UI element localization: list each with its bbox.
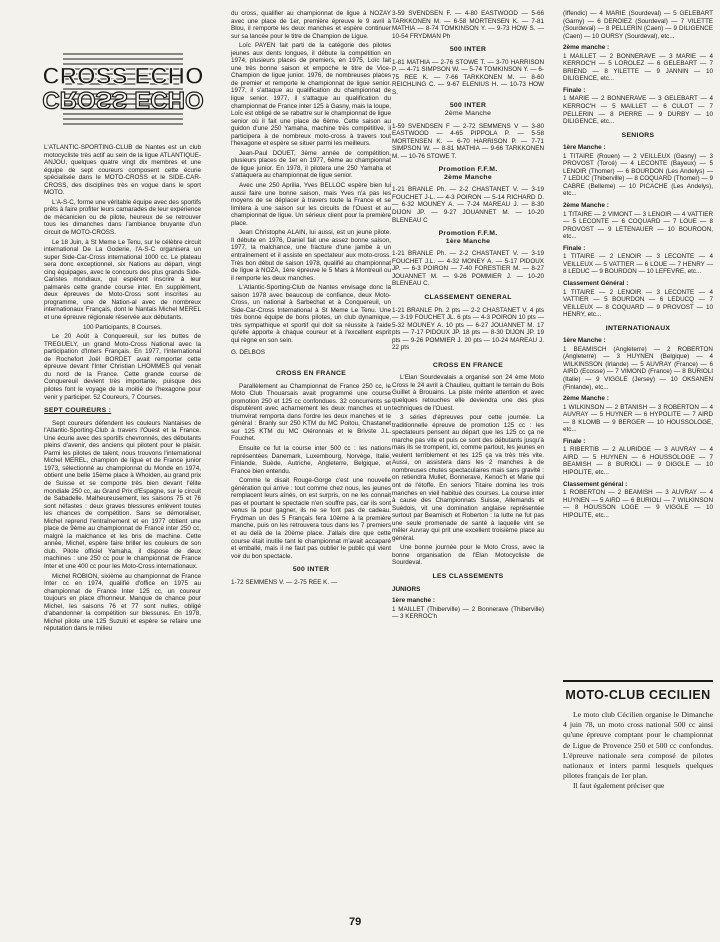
results-text: 3-59 SVENDSEN F. — 4-80 EASTWOOD — 5-66 TARKKONEN M. — 6-58 MORTENSEN K. — 7-81 MATHIA — 8-74 TOMKINSON Y. — 9-73 HOW S. — 10-54 FRYDMAN Ph bbox=[392, 10, 544, 40]
results-text: 1 TITAIRE — 2 VIMONT — 3 LENOIR — 4 VATTIER — 5 LECONTE — 6 COQUARD — 7 LOUE — 8 PROVOST — 9 LETENAUER — 10 BOUROON, etc... bbox=[563, 210, 713, 241]
results-text: 1 MARIE — 2 BONNERAVE — 3 GELEBART — 4 KERROC'H — 5 MAILLET — 6 CULOT — 7 PELLERIN — 8 PIERRE — 9 DURBY — 10 DILIGENCE, etc... bbox=[563, 95, 713, 126]
results-subheading: 2ème Manche bbox=[444, 110, 492, 118]
column-1 bbox=[41, 10, 204, 915]
results-text: 1-21 BRANLE Ph. — 2-2 CHASTANET V. — 3-19 FOUCHET J.L. — 4-32 MONEY A. — 5-17 PIDOUX JP. — 6-3 POIRON — 7-40 FORESTIER M. — 8-27 JOUANNET M. — 9-26 POMMIER J. — 10-20 BLENEAU C. bbox=[392, 250, 544, 288]
article-paragraph: Sept coureurs défendent les couleurs Nantaises de l'Atlantic-Sporting-Club à travers l'Ouest et la France. Une écurie avec des sportifs chevronnés, des débutants pleins d'avenir, des anciens qui pilotent pour le plaisir. Parmi les pilotes de talent, nous trouvons l'international Michel MEREL, champion de ligue et de France junior 1973, sélectionné au championnat du Monde en 1974, obtient une belle 15ème place à Wholden, au grand prix de Suisse et se comporte très bien devant l'élite mondiale 250 cc, au Grand Prix d'Espagne, sur le circuit de Sabadelle. Malheureusement, les saisons 75 et 76 sont néfastes : deux graves blessures enlèvent toutes les chances de compétition. Sans se démoraliser, Michel reprend l'entraînement et en 1977 obtient une place de 9ème au championnat de France inter 250 cc, malgré la malchance et les bris de machine. Cette année, Michel, espère faire briller les couleurs de son club. Pilote officiel Yamaha, il dispose de deux machines : une 250 cc pour le championnat de France Inter et une 400 cc pour les Moto-Cross internationaux. bbox=[44, 419, 201, 570]
results-heading: Promotion F.F.M. bbox=[438, 166, 498, 174]
article-paragraph: Le moto club Cécilien organise le Dimanche 4 juin 78, un moto cross national 500 cc ainsi qu'une épreuve comptant pour le championnat de Ligue de Provence 250 et 500 cc confondus. L'épreuve nationale sera composé de pilotes nationaux et inters parmi lesquels quelques pilotes français de 1er plan. bbox=[563, 710, 713, 781]
results-heading: SENIORS bbox=[621, 131, 655, 139]
svg-text:CROSS ECHO: CROSS ECHO bbox=[41, 63, 204, 90]
results-text: 1 TITAIRE — 2 LENOIR — 3 LECONTE — 4 VATTIER — 5 BOURDON — 6 LEDUCQ — 7 VEILLEUX — 8 COQUARD — 9 PROVOST — 10 HENRY, etc... bbox=[563, 288, 713, 319]
article-paragraph: Loïc PAYEN fait parti de la catégorie des pilotes jeunes aux dents longues, il débute la compétition en 1974, plusieurs places de premiers, en 1975, Loïc fait une très bonne saison et empoche le titre de Vice-Champion de ligue junior. 1976, de nombreuses places de premier et remporte le championnat de ligue senior. 1977, il s'attaque au qualification du championnat de ligue senior. 1977, il s'attaque au qualification du championnat de France inter 125 à Gasny, mais la loupe, Loïc est obligé de se rabattre sur le championnat de ligue senior où il fait une place de 6ème. Cette saison au guidon d'une 250 Yamaha, machine très compétitive, il participera à de nombreux moto-cross à travers tout l'hexagone et espère se situer parmi les meilleurs. bbox=[231, 42, 391, 148]
column-2 bbox=[231, 10, 391, 915]
results-text: 1-21 BRANLE Ph. 2 pts — 2-2 CHASTANET V. 4 pts — 3-19 FOUCHET JL. 6 pts — 4-3 POIRON 10 pts — 5-32 MOUNEY A. 10 pts — 6-27 JOUANNET M. 17 pts — 7-17 PIDOUX JP. 18 pts — 8-30 DIJON JP. 19 pts — 9-26 POMMIER J. 20 pts — 10-24 MAREAU J. 22 pts bbox=[392, 306, 544, 352]
cross-echo-logo-graphic bbox=[41, 44, 204, 134]
results-heading: JUNIORS bbox=[392, 585, 421, 593]
section-heading: CROSS EN FRANCE bbox=[275, 370, 347, 378]
results-subheading: 2ème Manche : bbox=[563, 202, 609, 210]
results-text: 1-81 MATHIA — 2-76 STOWE T. — 3-70 HARRISON P. — 4-71 SIMPSON W. — 5-74 TOMKINSON Y. — 6-75 REE K. — 7-66 TARKKONEN M. — 8-60 REICHLING C. — 9-67 ELENIUS H. — 10-73 HOW S. bbox=[392, 58, 544, 96]
results-text: 1 MAILLET — 2 BONNERAVE — 3 MARIE — 4 KERROC'H — 5 LOROLEZ — 6 GELEBART — 7 BRIEND — 8 YILETTE — 9 JANNIN — 10 DILIGENCE, etc... bbox=[563, 52, 713, 83]
results-subheading: 1ère manche : bbox=[392, 597, 435, 605]
article-paragraph: Il faut également préciser que bbox=[573, 781, 665, 791]
article-paragraph: 100 Participants, 8 Courses. bbox=[82, 323, 163, 331]
page-number: 79 bbox=[349, 916, 362, 928]
article-paragraph: Parallèlement au Championnat de France 250 cc, le Moto Club Thouarsais avait programmé une course promotion 250 et 125 cc confondues. 32 concurrents se disputèrent avec acharnement les deux manches et un triumvirat remporta dans l'ordre les deux manches et le général : Branly sur 250 KTM du MC Poitou, Chastanet sur 125 KTM du MC Oléronnais et le Brivste J.L. Fouchet. bbox=[231, 382, 391, 443]
results-text: 1-72 SEMMENS V. — 2-75 REE K. — bbox=[231, 578, 338, 586]
article-paragraph: Jean-Paul DOUET, 3ème année de compétition, plusieurs places de 1er en 1977, 6ème au championnat de ligue junior. En 1978, il pilotera une 250 Yamaha et s'attaquera au championnat de ligue senior. bbox=[231, 149, 391, 180]
article-paragraph: Comme le disait Rouge-Gorge c'est une nouvelle génération qui arrive : tout comme chez nous, les jeunes remplacent leurs aînés, on est surpris, on ne les connait pas et pourtant le spectacle n'en souffre pas, car ils sont venus là pour gagner, ils ne se font pas de cadeau. Frydman un des 5 Français fera 10ème à la première manche, puis on les retrouvera tous dans les 7 premiers et au delà de la 20ème place. J'allais dire que cette course était inutile tant le championnat m'avait accaparé et emballé, mais il ne faut pas oublier le public qui vient voir du bon spectacle. bbox=[231, 477, 391, 560]
results-text: 1 BEAMISCH (Angleterre) — 2 ROBERTON (Angleterre) — 3 HUYNEN (Belgique) — 4 WILKINSSON (Irlande) — 5 AUVRAY (France) — 6 AIRD (Ecosse) — 7 VIMOND (France) — 8 BURIOLI (Italie) — 9 VIGGLE (Jersey) — 10 OKSANEN (Finlande), etc... bbox=[563, 345, 713, 391]
results-subheading: 1ère Manche : bbox=[563, 337, 606, 345]
results-heading: 500 INTER bbox=[449, 46, 487, 54]
results-subheading: 1ère Manche : bbox=[563, 144, 606, 152]
results-text: 1 RIBERTIB — 2 ALURIDGE — 3 AUVRAY — 4 AIRD — 5 HUYNEN — 6 HOUSSOLOGE — 7 BEAMISH — 8 BURIOLI — 9 DIGGLE — 10 HIPOLITE, etc... bbox=[563, 446, 713, 476]
moto-club-article bbox=[563, 680, 713, 918]
results-text: 1 ROBERTON — 2 BEAMISH — 3 AUVRAY — 4 HUYNEN — 5 AIRD — 6 BURIOLI — 7 WILKINSON — 8 HOUSSON LOGE — 9 VIGGLE — 10 HIPOLITE, etc... bbox=[563, 489, 713, 519]
article-paragraph: Une bonne journée pour le Moto Cross, avec la bonne organisation de l'Elan Motocycliste de Sourdeval. bbox=[392, 544, 544, 567]
results-subheading: Finale : bbox=[563, 86, 586, 94]
article-title: MOTO-CLUB CECILIEN bbox=[565, 688, 711, 702]
article-paragraph: L'Elan Sourdevalais a organisé son 24 ème Moto Cross le 24 avril à Chaulieu, quittant le terrain du Bois Guillet à Brouains. La piste mérite attention et avec quelques retouches elle deviendra une des plus techniques de l'Ouest. bbox=[392, 374, 544, 412]
results-heading: INTERNATIONAUX bbox=[605, 324, 671, 332]
results-subheading: Classement général : bbox=[563, 480, 628, 488]
article-paragraph: Jean Christophe ALAIN, lui aussi, est un jeune pilote. Il débute en 1976, Daniel fait une assez bonne saison, 1977, la malchance, une fracture d'une jambe à un entraînement et il assiste en spectateur aux moto-cross. Très bon début de saison 1978, qualifié au championnat de ligue à NOZA, 1ère épreuve le 5 Mars à Montreuil ou il remporte les deux manches. bbox=[231, 229, 391, 282]
author-signature: G. DELBOS bbox=[231, 348, 265, 356]
article-paragraph: Michel ROBION, sixième au championnat de France Inter cc en 1974, qualifié d'office en 1975 au championnat de France Inter 125 cc, un coureur toujours en place d'honneur. Manque de chance pour Michel, les saisons 76 et 77 sont nulles, obligé d'abandonner la compétition sur blessures. En 1978, Michel pilote une 125 Suzuki et espère se refaire une réputation dans le milieu bbox=[44, 572, 201, 633]
article-paragraph: Le 20 Août à Conquereuil, sur les buttes de TREGUELY, un grand Moto-Cross National avec la participation d'Inters Français. En 1977, l'international de Rochefort Joël BORDET avait remporter cette épreuve devant l'Inter Christian LHOMMES qui venait du nord de la France. Cette grande course de Conquereuil devient très importante, puisque des pilotes font le voyage de la moitié de l'hexagone pour venir y participer. 52 Coureurs, 7 Courses. bbox=[44, 333, 201, 401]
article-paragraph: L'Atlantic-Sporting-Club de Nantes envisage donc la saison 1978 avec beaucoup de confiance, deux Moto-Cross, un national à Sarbechat et à Conquereuil, un Side-Car-Cross International à St Meme Le Tenu. Une très bonne équipe de bons pilotes, un club dynamique, très sympathique et sportif qui doit sa réussite à l'aide qu'elle apporte à chaque coureur et à l'excellent esprit qui règne en son sein. bbox=[231, 284, 391, 344]
results-text: 1 MAILLET (Thiberville) — 2 Bonnerave (Thiberville) — 3 KERROC'h bbox=[392, 605, 544, 621]
results-subheading: Finale : bbox=[563, 437, 586, 445]
results-heading: Promotion F.F.M. bbox=[438, 230, 498, 238]
divider bbox=[563, 680, 713, 682]
results-text: 1 TITAIRE (Rouen) — 2 VEILLEUX (Gasny) — 3 PROVOST (Torcé) — 4 LECONTE (Bayeux) — 5 LENOIR (Thomer) — 6 BOURDON (Les Andelys) — 7 LEDUC (Thiberville) — 8 COQUARD (Thomer) — 9 CABRE (Belleme) — 10 PICACHE (Les Andelys), etc... bbox=[563, 152, 713, 198]
cross-echo-logo bbox=[41, 44, 204, 134]
results-subheading: Classement Général : bbox=[563, 279, 629, 287]
column-3 bbox=[392, 10, 544, 915]
results-subheading: 1ère Manche bbox=[445, 237, 491, 245]
article-paragraph: Le 18 Juin, à St Meme Le Tenu, sur le célèbre circuit international De La Goderie, l'A-S-C organisera un super Side-Car-Cross international 1000 cc. Le plateau sera donc exceptionnel, six Nations au départ, vingt cinq équipages, avec le concours des plus grands Side-Caristes mondiaux, qui espèrent inscrire à leur palmarès cette grande course inter. En supplément, deux épreuves de Moto-Cross sont inscrites au programme, une de Nation-al avec de nombreux internationaux Français, dont le Nantais Michel MEREL et une épreuve régionale réservée aux débutants. bbox=[44, 238, 201, 322]
results-heading: 500 INTER bbox=[449, 102, 487, 110]
section-heading: SEPT COUREURS : bbox=[44, 407, 112, 415]
section-heading: CROSS EN FRANCE bbox=[432, 361, 504, 369]
results-text: 1-59 SVENDSEN F — 2-72 SEMMENS V — 3-80 EASTWOOD — 4-65 PIPPOLA P. — 5-58 MORTENSEN K. — 6-70 HARRISON P. — 7-71 SIMPSON W. — 8-81 MATHIA — 9-66 TARKKONEN M. — 10-76 STOWE T. bbox=[392, 122, 544, 160]
article-paragraph: L'A-S-C, forme une véritable équipe avec des sportifs prêts à faire profiter leurs camarades de leur expérience de mécanicien ou de pilote, heureux de se retrouver tous les dimanches dans l'ambiance bruyante d'un circuit de MOTO-CROSS. bbox=[44, 198, 201, 237]
club-caption: L'ATLANTIC-SPORTING-CLUB de Nantes est un club motocycliste très actif au sein de la ligue ATLANTIQUE-ANJOU, quelques quatre vingt dix membres et une équipe de sept coureurs composent cette écurie spécialisée dans le MOTO-CROSS et le SIDE-CAR-CROSS, des disciplines très en vogue dans le sport MOTO. bbox=[44, 144, 201, 197]
results-heading: CLASSEMENT GENERAL bbox=[424, 293, 512, 301]
section-heading: LES CLASSEMENTS bbox=[432, 573, 504, 580]
results-text: 1-21 BRANLE Ph. — 2-2 CHASTANET V. — 3-19 FOUCHET J-L. — 4-3 POIRON — 5-14 RICHARD D. — 6-32 MOUNEY A. — 7-24 MAREAU J. — 8-30 DIJON JP. — 9-27 JOUANNET M. — 10-20 BLENEAU C bbox=[392, 186, 544, 224]
article-paragraph: du cross, qualifier au championnat de ligue à NOZAY avec une place de 1er, première épreuve le 9 avril à Blou, il remporte les deux manches et espère continuer sur sa lancée pour le titre de Champion de Ligue. bbox=[231, 10, 391, 40]
article-paragraph: Ensuite ce fut la course inter 500 cc : les nations représentées Danemark, Luxembourg, Norvège, Italie, Finlande, Suède, Autriche, Angleterre, Belgique, et France bien entendu. bbox=[231, 444, 391, 475]
article-paragraph: 3 séries d'épreuves pour cette journée. La traditionnelle épreuve de promotion 125 cc : les spectateurs pensent au départ que les 125 cc ça ne marche pas vite et puis ce sont des débutants jusqu'à mais ils se trompent, ici, comme partout, les jeunes en veulent terriblement et les 125 ça va très très vite. Aussi, on assistera dans les 2 manches à de nombreuses chutes spectaculaires mais sans gravité : on retiendra Mullet, Bonnerave, Kenoc'h et Marie qui ont de l'étoffe. En seniors Titaire domina les trois manches en vieil habitué des courses. La course inter à cause des Championnats Suisse, Allemands et Suédois, vit une domination anglaise représentée surtout par Beamisch et Roberton : la lutte ne fut pas une seule promenade de santé à laquelle vint se mêler Auvray qui prit une excellent troisième place au général. bbox=[392, 414, 544, 542]
results-subheading: 2ème Manche : bbox=[563, 395, 609, 403]
results-text: (Iffendic) — 4 MARIE (Sourdeval) — 5 GELEBART (Garny) — 6 DEROIEZ (Sourdeval) — 7 VILETTE (Sourdeval) — 8 PELLERIN (Caen) — 9 DILIGENCE (Caen) — 10 OURSY (Sourdeval), etc... bbox=[563, 10, 713, 40]
results-text: 1 WILKINSON — 2 BTANISH — 3 ROBERTON — 4 AUVRAY — 5 HUYNER — 6 HYPOLITE — 7 AIRD — 8 KLOMB — 9 BERGER — 10 HOUSSOLOGE, etc... bbox=[563, 403, 713, 434]
results-subheading: 2ème Manche bbox=[444, 173, 492, 181]
results-text: 1 TITAIRE — 2 LENOIR — 3 LECONTE — 4 VEILLEUX — 5 VATTIER — 6 LOUE — 7 HENRY — 8 LEDUC — 9 BOURDON — 10 LEFEVRE, etc... bbox=[563, 253, 713, 276]
column-4 bbox=[563, 10, 713, 678]
svg-text:CROSS ECHO: CROSS ECHO bbox=[41, 86, 204, 113]
results-subheading: Finale : bbox=[563, 244, 586, 252]
results-heading: 500 INTER bbox=[292, 566, 330, 574]
results-subheading: 2ème manche : bbox=[563, 44, 610, 52]
article-paragraph: Avec une 250 Aprilia, Yves BELLOC espère bien lui aussi faire une bonne saison, mais Yves n'a pas les moyens de se déplacer à travers toute la France et se limitera à une saison sur les circuits de l'Ouest et au championnat de ligue. Un sérieux client pour la première place. bbox=[231, 182, 391, 227]
